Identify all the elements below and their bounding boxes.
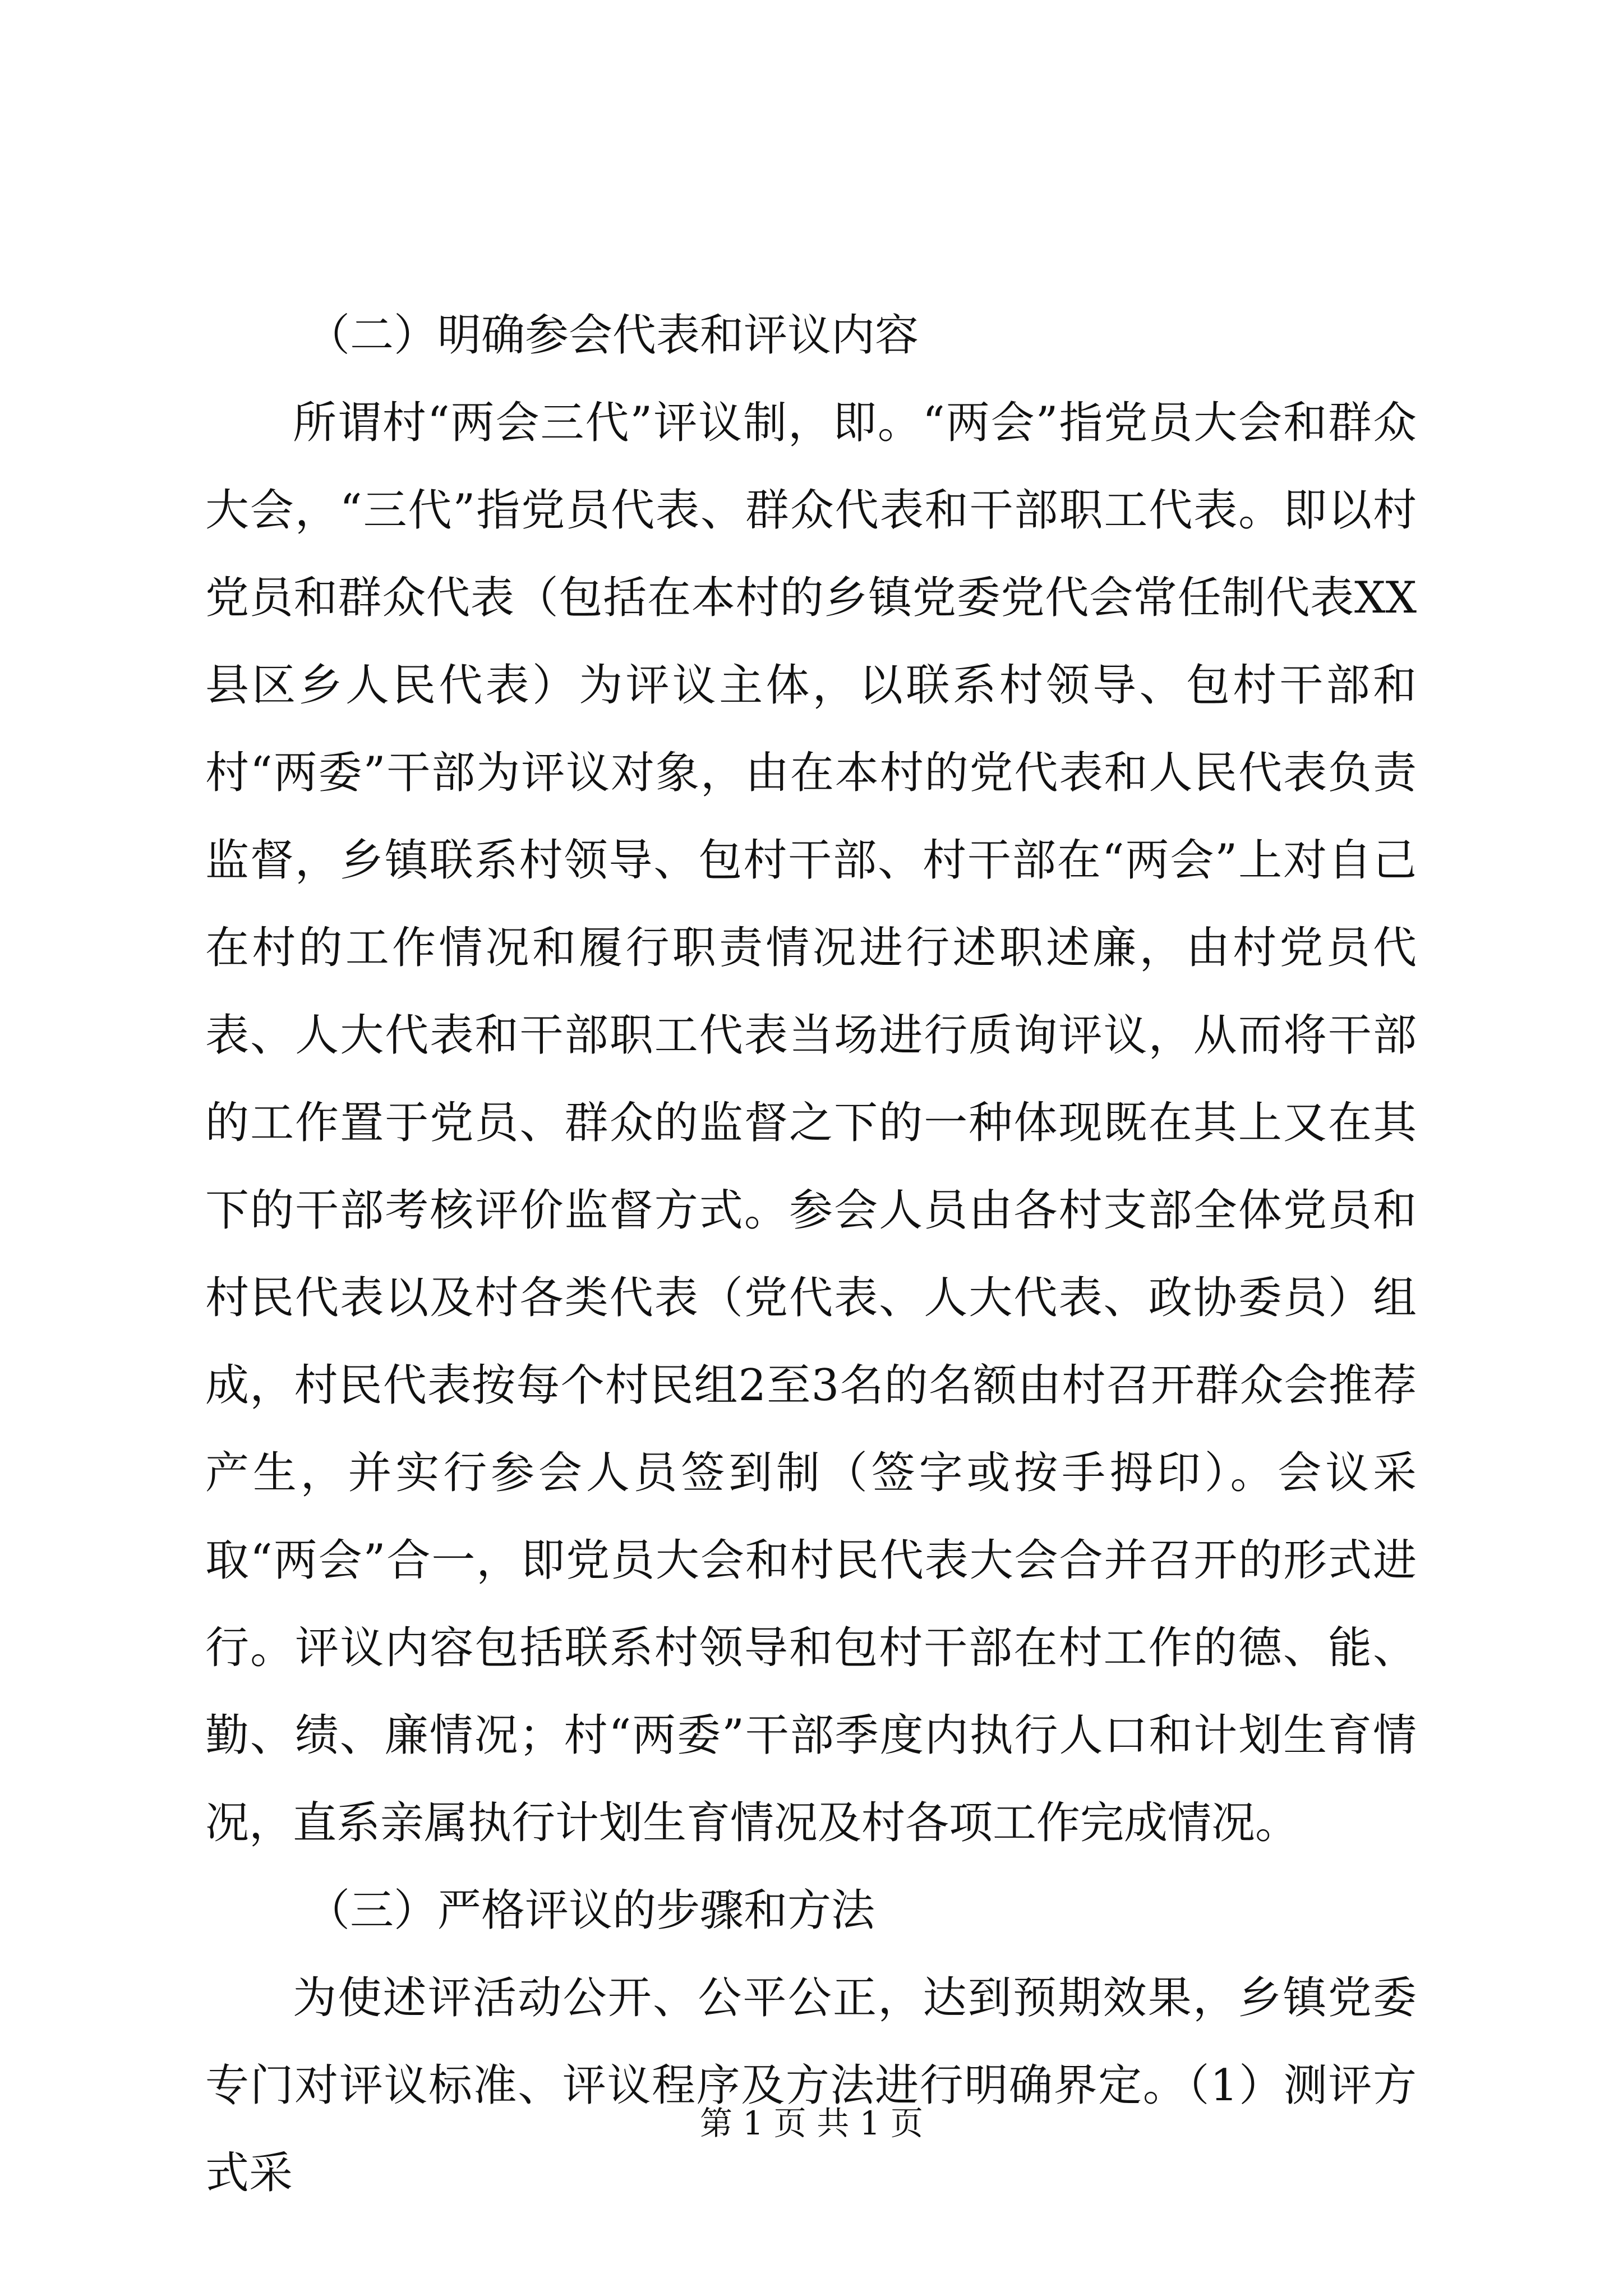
section-heading-2: （二）明确参会代表和评议内容	[306, 310, 919, 361]
page-footer: 第 1 页 共 1 页	[700, 2104, 923, 2142]
document-body	[205, 292, 1417, 2217]
section-heading-3: （三）严格评议的步骤和方法	[306, 1885, 875, 1936]
paragraph-representatives: 所谓村“两会三代”评议制，即。“两会”指党员大会和群众大会，“三代”指党员代表、群众代表和干部职工代表。即以村党员和群众代表（包括在本村的乡镇党委党代会常任制代表XX县区乡人民代表）为评议主体，以联系村领导、包村干部和村“两委”干部为评议对象，由在本村的党代表和人民代表负责监督，乡镇联系村领导、包村干部、村干部在“两会”上对自己在村的工作情况和履行职责情况进行述职述廉，由村党员代表、人大代表和干部职工代表当场进行质询评议，从而将干部的工作置于党员、群众的监督之下的一种体现既在其上又在其下的干部考核评价监督方式。参会人员由各村支部全体党员和村民代表以及村各类代表（党代表、人大代表、政协委员）组成，村民代表按每个村民组2至3名的名额由村召开群众会推荐产生，并实行参会人员签到制（签字或按手拇印）。会议采取“两会”合一，即党员大会和村民代表大会合并召开的形式进行。评议内容包括联系村领导和包村干部在村工作的德、能、勤、绩、廉情况；村“两委”干部季度内执行人口和计划生育情况，直系亲属执行计划生育情况及村各项工作完成情况。	[205, 398, 1417, 1848]
paragraph-procedure: 为使述评活动公开、公平公正，达到预期效果，乡镇党委专门对评议标准、评议程序及方法进行明确界定。（1）测评方式采	[205, 1973, 1417, 2198]
